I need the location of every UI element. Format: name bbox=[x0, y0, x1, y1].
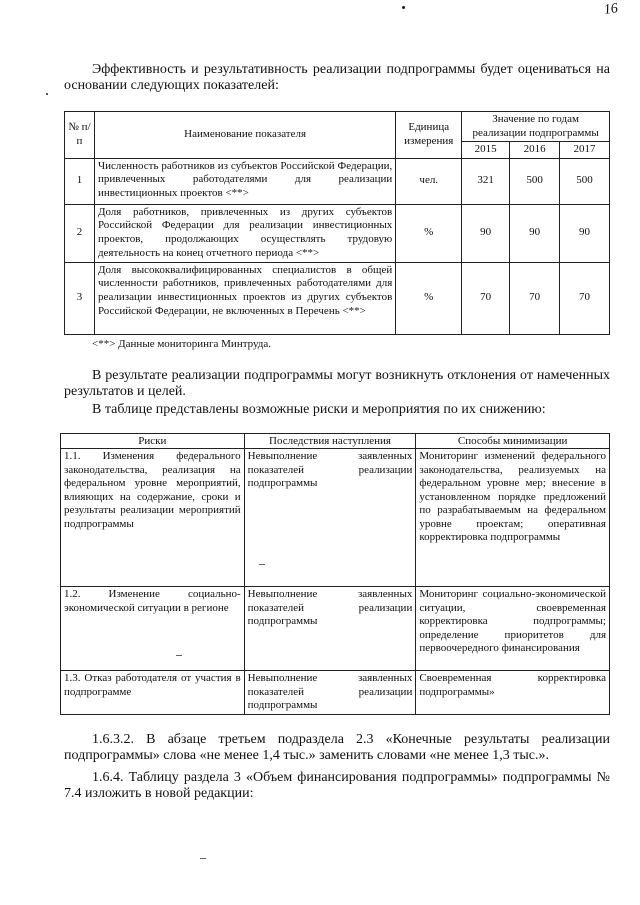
row-name: Численность работников из субъектов Российской Федерации, привлеченных работодателями для реализации инвестиционных проектов <**> bbox=[94, 158, 395, 204]
risks-table bbox=[60, 433, 610, 715]
scan-mark bbox=[259, 564, 265, 565]
mitigation-cell: Мониторинг изменений федерального законодательства, реализуемых на федеральном уровне мер; внесение в установленном порядке предложений по разрабатываемым на федеральном уровне проектам; оперативная корректировка подпрограммы bbox=[416, 449, 610, 587]
scan-mark bbox=[200, 858, 206, 859]
row-value-2016: 90 bbox=[510, 204, 560, 262]
row-value-2015: 90 bbox=[462, 204, 510, 262]
mitigation-cell: Мониторинг социально-экономической ситуации, своевременная корректировка подпрограммы; определение приоритетов для первоочередного финансирования bbox=[416, 587, 610, 671]
table-row bbox=[61, 587, 610, 671]
scan-speck bbox=[402, 6, 405, 9]
row-unit: чел. bbox=[396, 158, 462, 204]
header-consequences: Последствия наступления bbox=[244, 434, 416, 449]
scan-speck bbox=[46, 93, 48, 95]
row-num: 1 bbox=[65, 158, 95, 204]
risk-cell: 1.1. Изменения федерального законодательства, реализация на федеральном уровне мероприятий, влияющих на содержание, сроки и результаты реализации мероприятий подпрограммы bbox=[61, 449, 245, 587]
item-1-6-4: 1.6.4. Таблицу раздела 3 «Объем финансирования подпрограммы» подпрограммы № 7.4 изложить в новой редакции: bbox=[64, 770, 610, 801]
row-value-2016: 70 bbox=[510, 262, 560, 334]
header-year-2016: 2016 bbox=[510, 142, 560, 159]
row-unit: % bbox=[396, 204, 462, 262]
indicators-table bbox=[64, 111, 610, 335]
consequence-cell: Невыполнение заявленных показателей реализации подпрограммы bbox=[244, 671, 416, 715]
risks-intro-paragraph: В таблице представлены возможные риски и мероприятия по их снижению: bbox=[92, 402, 546, 417]
deviation-paragraph: В результате реализации подпрограммы могут возникнуть отклонения от намеченных результатов и целей. bbox=[64, 368, 610, 399]
mitigation-cell: Своевременная корректировка подпрограммы» bbox=[416, 671, 610, 715]
page-number: 16 bbox=[602, 1, 619, 18]
table-row bbox=[65, 262, 610, 334]
row-value-2016: 500 bbox=[510, 158, 560, 204]
row-value-2015: 321 bbox=[462, 158, 510, 204]
header-mitigation: Способы минимизации bbox=[416, 434, 610, 449]
risks-header-row bbox=[61, 434, 610, 449]
table-row bbox=[65, 204, 610, 262]
row-value-2017: 500 bbox=[560, 158, 610, 204]
row-name: Доля высококвалифицированных специалистов в общей численности работников, привлеченных работодателями для реализации инвестиционных проектов из других субъектов Российской Федерации, не включенных в Перечень <**> bbox=[94, 262, 395, 334]
table-row bbox=[61, 449, 610, 587]
row-num: 2 bbox=[65, 204, 95, 262]
scan-mark bbox=[176, 655, 182, 656]
row-value-2015: 70 bbox=[462, 262, 510, 334]
consequence-cell: Невыполнение заявленных показателей реализации подпрограммы bbox=[244, 449, 416, 587]
header-risks: Риски bbox=[61, 434, 245, 449]
header-unit: Единица измерения bbox=[396, 112, 462, 159]
row-name: Доля работников, привлеченных из других субъектов Российской Федерации для реализации инвестиционных проектов, продолжающих осуществлять трудовую деятельность на конец отчетного периода <**> bbox=[94, 204, 395, 262]
header-year-2015: 2015 bbox=[462, 142, 510, 159]
header-num: № п/п bbox=[65, 112, 95, 159]
risk-cell: 1.2. Изменение социально-экономической ситуации в регионе bbox=[61, 587, 245, 671]
item-1-6-3-2: 1.6.3.2. В абзаце третьем подраздела 2.3 «Конечные результаты реализации подпрограммы» слова «не менее 1,4 тыс.» заменить словами «не менее 1,3 тыс.». bbox=[64, 732, 610, 763]
header-name: Наименование показателя bbox=[94, 112, 395, 159]
consequence-cell: Невыполнение заявленных показателей реализации подпрограммы bbox=[244, 587, 416, 671]
table-row bbox=[61, 671, 610, 715]
risk-cell: 1.3. Отказ работодателя от участия в подпрограмме bbox=[61, 671, 245, 715]
header-values-group: Значение по годам реализации подпрограммы bbox=[462, 112, 610, 142]
indicators-header-row bbox=[65, 112, 610, 142]
table-row bbox=[65, 158, 610, 204]
header-year-2017: 2017 bbox=[560, 142, 610, 159]
intro-paragraph: Эффективность и результативность реализации подпрограммы будет оцениваться на основании следующих показателей: bbox=[64, 62, 610, 93]
row-unit: % bbox=[396, 262, 462, 334]
row-value-2017: 70 bbox=[560, 262, 610, 334]
row-value-2017: 90 bbox=[560, 204, 610, 262]
footnote: <**> Данные мониторинга Минтруда. bbox=[92, 338, 272, 350]
row-num: 3 bbox=[65, 262, 95, 334]
